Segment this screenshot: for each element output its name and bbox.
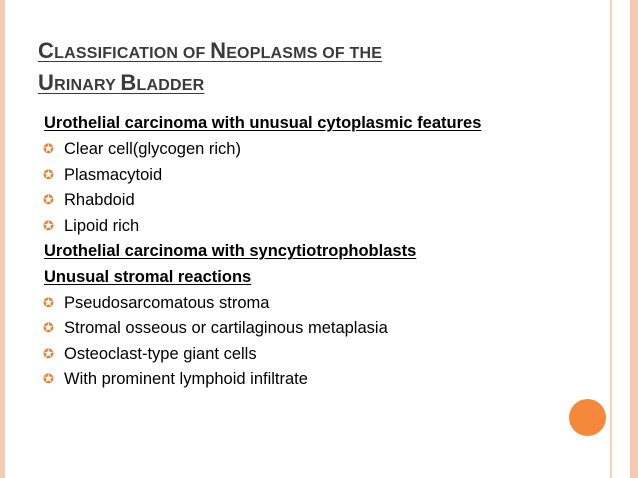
hollow-diamond-bullet-icon: ✪ [43,321,54,337]
bullet-item [44,137,514,163]
title-fragment: U [38,70,55,95]
bullet-text: Plasmacytoid [64,165,163,184]
title-fragment: C [38,38,55,63]
accent-circle-decoration [569,399,606,436]
hollow-diamond-bullet-icon: ✪ [43,218,54,234]
title-fragment: LASSIFICATION OF [54,45,211,62]
title-fragment: N [210,38,227,63]
section-heading: Urothelial carcinoma with unusual cytoplasmic features [44,114,482,132]
bullet-text: Lipoid rich [64,216,140,235]
title-fragment: RINARY [54,77,121,94]
hollow-diamond-bullet-icon: ✪ [43,295,54,311]
bullet-text: Pseudosarcomatous stroma [64,293,270,312]
bullet-item [44,342,514,368]
title-fragment: LADDER [136,77,205,94]
title-line-2 [38,68,558,100]
bullet-text: Rhabdoid [64,191,135,210]
title-line-1 [38,36,558,68]
bullet-item [44,316,514,342]
right-border-decoration [630,0,638,478]
bullet-text: With prominent lymphoid infiltrate [64,370,308,389]
section-heading: Unusual stromal reactions [44,267,252,286]
title-fragment: B [120,70,137,95]
bullet-item [44,163,514,189]
left-border-decoration [0,0,5,478]
hollow-diamond-bullet-icon: ✪ [43,372,54,388]
bullet-text: Clear cell(glycogen rich) [64,140,241,158]
slide-content [44,113,514,393]
hollow-diamond-bullet-icon: ✪ [43,167,54,183]
title-fragment: EOPLASMS OF THE [226,45,383,62]
bullet-item [44,188,514,214]
hollow-diamond-bullet-icon: ✪ [43,346,54,362]
bullet-text: Osteoclast-type giant cells [64,344,257,363]
hollow-diamond-bullet-icon: ✪ [43,142,54,157]
bullet-item [44,214,514,240]
bullet-item [44,291,514,317]
section-heading: Urothelial carcinoma with syncytiotrophoblasts [44,242,417,261]
right-line-decoration [610,0,612,478]
bullet-text: Stromal osseous or cartilaginous metaplasia [64,319,388,338]
bullet-item [44,367,514,393]
hollow-diamond-bullet-icon: ✪ [43,193,54,209]
slide-title [38,36,558,100]
